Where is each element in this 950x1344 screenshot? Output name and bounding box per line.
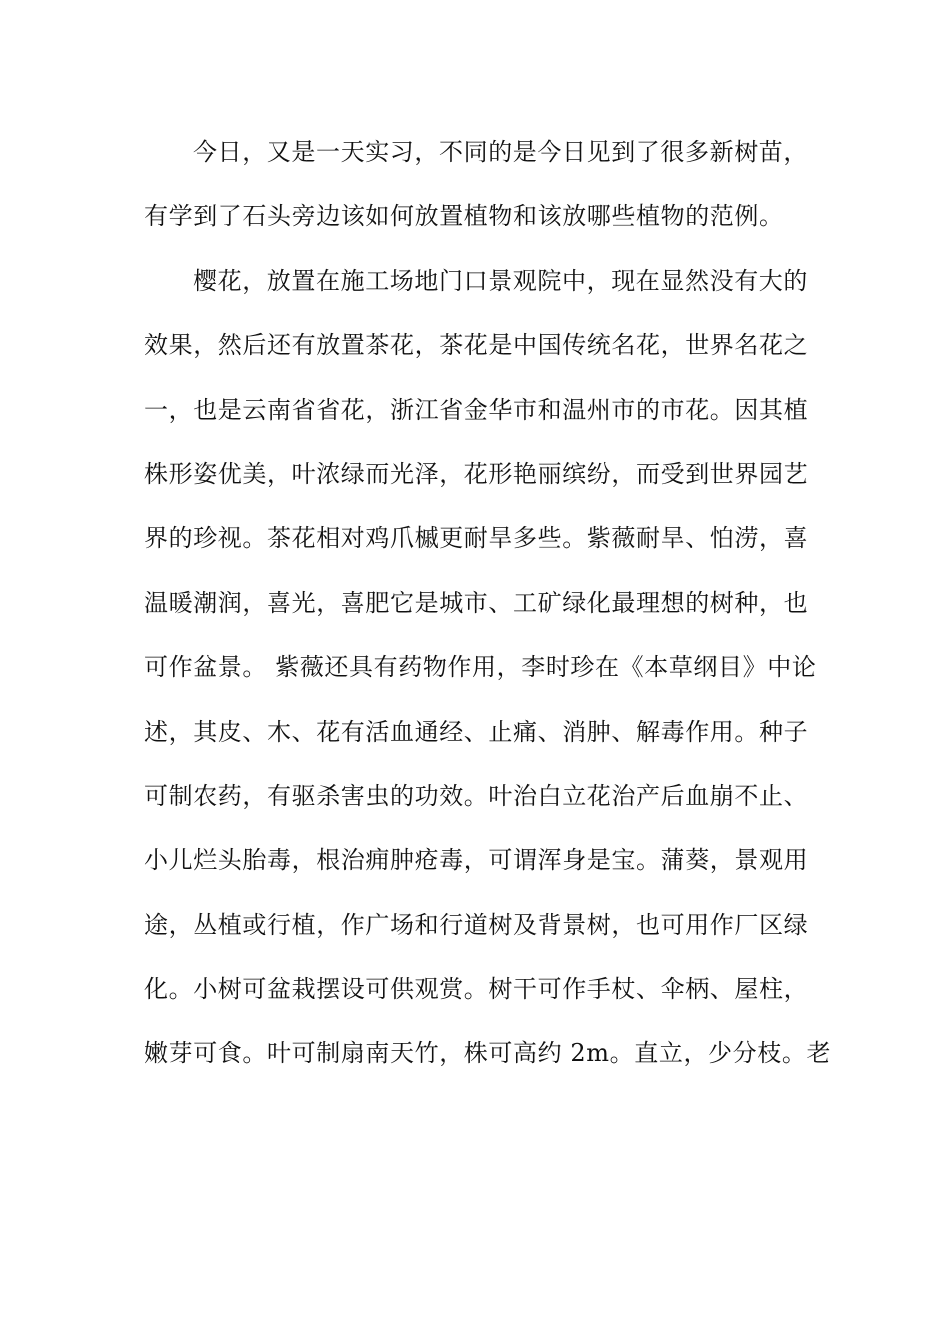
body-text bbox=[144, 127, 832, 1093]
text-line-12: 小儿烂头胎毒，根治痈肿疮毒，可谓浑身是宝。蒲葵，景观用 bbox=[144, 846, 809, 875]
text-line-9: 可作盆景。 紫薇还具有药物作用，李时珍在《本草纲目》中论 bbox=[144, 653, 817, 682]
text-line-14: 化。小树可盆栽摆设可供观赏。树干可作手杖、伞柄、屋柱， bbox=[144, 975, 809, 1004]
text-line-6: 株形姿优美，叶浓绿而光泽，花形艳丽缤纷，而受到世界园艺 bbox=[144, 459, 809, 488]
text-line-11: 可制农药，有驱杀害虫的功效。叶治白立花治产后血崩不止、 bbox=[144, 781, 809, 810]
text-line-10: 述，其皮、木、花有活血通经、止痛、消肿、解毒作用。种子 bbox=[144, 717, 809, 746]
text-line-1: 今日，又是一天实习，不同的是今日见到了很多新树苗， bbox=[193, 138, 808, 166]
text-line-2: 有学到了石头旁边该如何放置植物和该放哪些植物的范例。 bbox=[144, 202, 784, 231]
text-line-13: 途，丛植或行植，作广场和行道树及背景树，也可用作厂区绿 bbox=[144, 910, 809, 939]
text-line-3: 樱花，放置在施工场地门口景观院中，现在显然没有大的 bbox=[193, 266, 808, 295]
text-line-7: 界的珍视。茶花相对鸡爪槭更耐旱多些。紫薇耐旱、怕涝，喜 bbox=[144, 524, 809, 553]
text-line-4: 效果，然后还有放置茶花，茶花是中国传统名花，世界名花之 bbox=[144, 331, 809, 360]
text-line-8: 温暖潮润，喜光，喜肥它是城市、工矿绿化最理想的树种，也 bbox=[144, 588, 809, 617]
text-line-5: 一，也是云南省省花，浙江省金华市和温州市的市花。因其植 bbox=[144, 395, 809, 424]
text-line-15: 嫩芽可食。叶可制扇南天竹，株可高约 2m。直立，少分枝。老 bbox=[144, 1039, 832, 1068]
